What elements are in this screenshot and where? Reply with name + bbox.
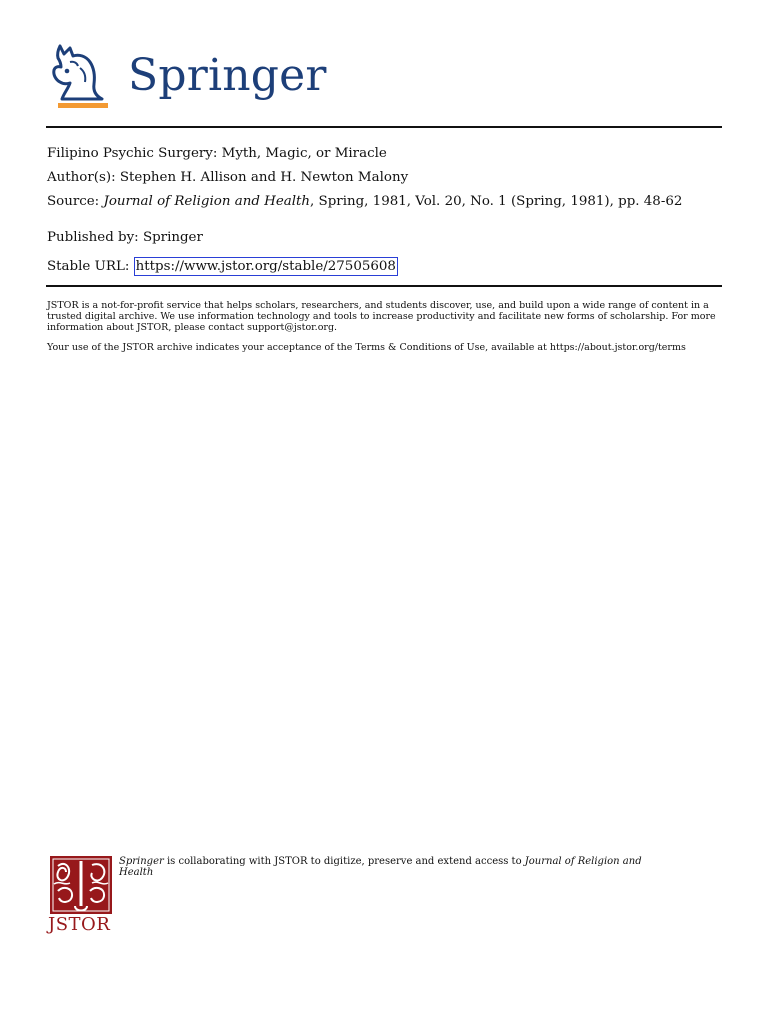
stable-url-line — [47, 257, 719, 276]
article-publisher — [47, 230, 719, 245]
collab-journal: Journal of Religion and Health — [119, 856, 642, 878]
jstor-notice: JSTOR is a not-for-profit service that helps scholars, researchers, and students discover, use, and build upon a wide range of content in a trusted digital archive. We use information technology and tools to increase productivity and facilitate new forms of scholarship. For more information about JSTOR, please contact support@jstor.org. — [47, 300, 716, 333]
header-divider — [46, 126, 722, 128]
metadata-divider — [46, 285, 722, 287]
authors-label: Author(s): — [47, 170, 116, 185]
springer-wordmark: Springer — [128, 50, 327, 101]
springer-horse-icon — [46, 42, 110, 110]
terms-notice: Your use of the JSTOR archive indicates your acceptance of the Terms & Conditions of Use, available at https://about.jstor.org/terms — [47, 342, 686, 353]
collaboration-statement — [119, 856, 679, 878]
jstor-emblem-icon — [50, 856, 112, 914]
collab-text: is collaborating with JSTOR to digitize, preserve and extend access to — [163, 856, 525, 867]
article-authors — [47, 170, 719, 185]
jstor-logo-mark — [50, 856, 112, 914]
source-label: Source: — [47, 194, 100, 209]
jstor-wordmark: JSTOR — [48, 914, 111, 935]
article-source — [47, 194, 719, 209]
publisher-value: Springer — [142, 230, 203, 245]
article-title: Filipino Psychic Surgery: Myth, Magic, or Miracle — [47, 146, 387, 161]
springer-logo — [46, 42, 346, 114]
journal-title: Journal of Religion and Health — [103, 194, 311, 209]
stable-url-label: Stable URL: — [47, 259, 130, 274]
authors-value: Stephen H. Allison and H. Newton Malony — [119, 170, 409, 185]
source-details: , Spring, 1981, Vol. 20, No. 1 (Spring, 1981), pp. 48-62 — [310, 194, 683, 209]
published-label: Published by: — [47, 230, 139, 245]
collab-publisher: Springer — [119, 856, 164, 867]
stable-url-link[interactable]: https://www.jstor.org/stable/27505608 — [135, 259, 396, 274]
